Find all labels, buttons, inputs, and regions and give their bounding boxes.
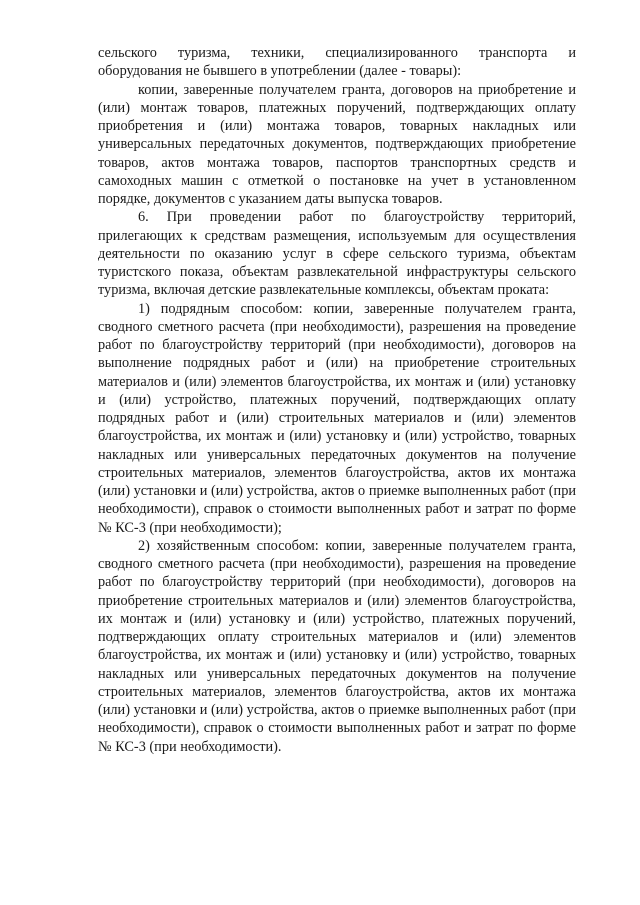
paragraph-in-house-method: 2) хозяйственным способом: копии, заверенные получателем гранта, сводного сметного расчета (при необходимости), разрешения на проведение работ по благоустройству территорий (при необходимости), договоров на приобретение строительных материалов и (или) элементов благоустройства, их монтаж и (или) установку и (или) устройство, платежных поручений, подтверждающих оплату строительных материалов и (или) элементов благоустройства, их монтаж и (или) установку и (или) устройство, товарных накладных или универсальных передаточных документов на получение строительных материалов, элементов благоустройства, актов их монтажа (или) установки и (или) устройства, актов о приемке выполненных работ (при необходимости), справок о стоимости выполненных работ и затрат по форме № КС-3 (при необходимости). (98, 537, 576, 755)
paragraph-item-6: 6. При проведении работ по благоустройству территорий, прилегающих к средствам размещения, используемым для осуществления деятельности по оказанию услуг в сфере сельского туризма, объектам туристского показа, объектам развлекательной инфраструктуры сельского туризма, включая детские развлекательные комплексы, объектам проката: (98, 209, 576, 299)
paragraph-goods-definition: сельского туризма, техники, специализированного транспорта и оборудования не бывшего в употреблении (далее - товары): (98, 45, 576, 80)
paragraph-goods-documents: копии, заверенные получателем гранта, договоров на приобретение и (или) монтаж товаров, платежных поручений, подтверждающих оплату приобретения и (или) монтажа товаров, товарных накладных или универсальных передаточных документов, подтверждающих приобретение товаров, актов монтажа товаров, паспортов транспортных средств и самоходных машин с отметкой о постановке на учет в установленном порядке, документов с указанием даты выпуска товаров. (98, 81, 576, 207)
document-page (98, 44, 576, 756)
paragraph-contract-method: 1) подрядным способом: копии, заверенные получателем гранта, сводного сметного расчета (при необходимости), разрешения на проведение работ по благоустройству территорий (при необходимости), договоров на выполнение подрядных работ и (или) на приобретение строительных материалов и (или) элементов благоустройства, их монтаж и (или) установку и (или) устройство, платежных поручений, подтверждающих оплату подрядных работ и (или) строительных материалов и (или) элементов благоустройства, их монтаж и (или) установку и (или) устройство, товарных накладных или универсальных передаточных документов на получение строительных материалов, элементов благоустройства, актов их монтажа (или) установки и (или) устройства, актов о приемке выполненных работ (при необходимости), справок о стоимости выполненных работ и затрат по форме № КС-3 (при необходимости); (98, 300, 576, 536)
